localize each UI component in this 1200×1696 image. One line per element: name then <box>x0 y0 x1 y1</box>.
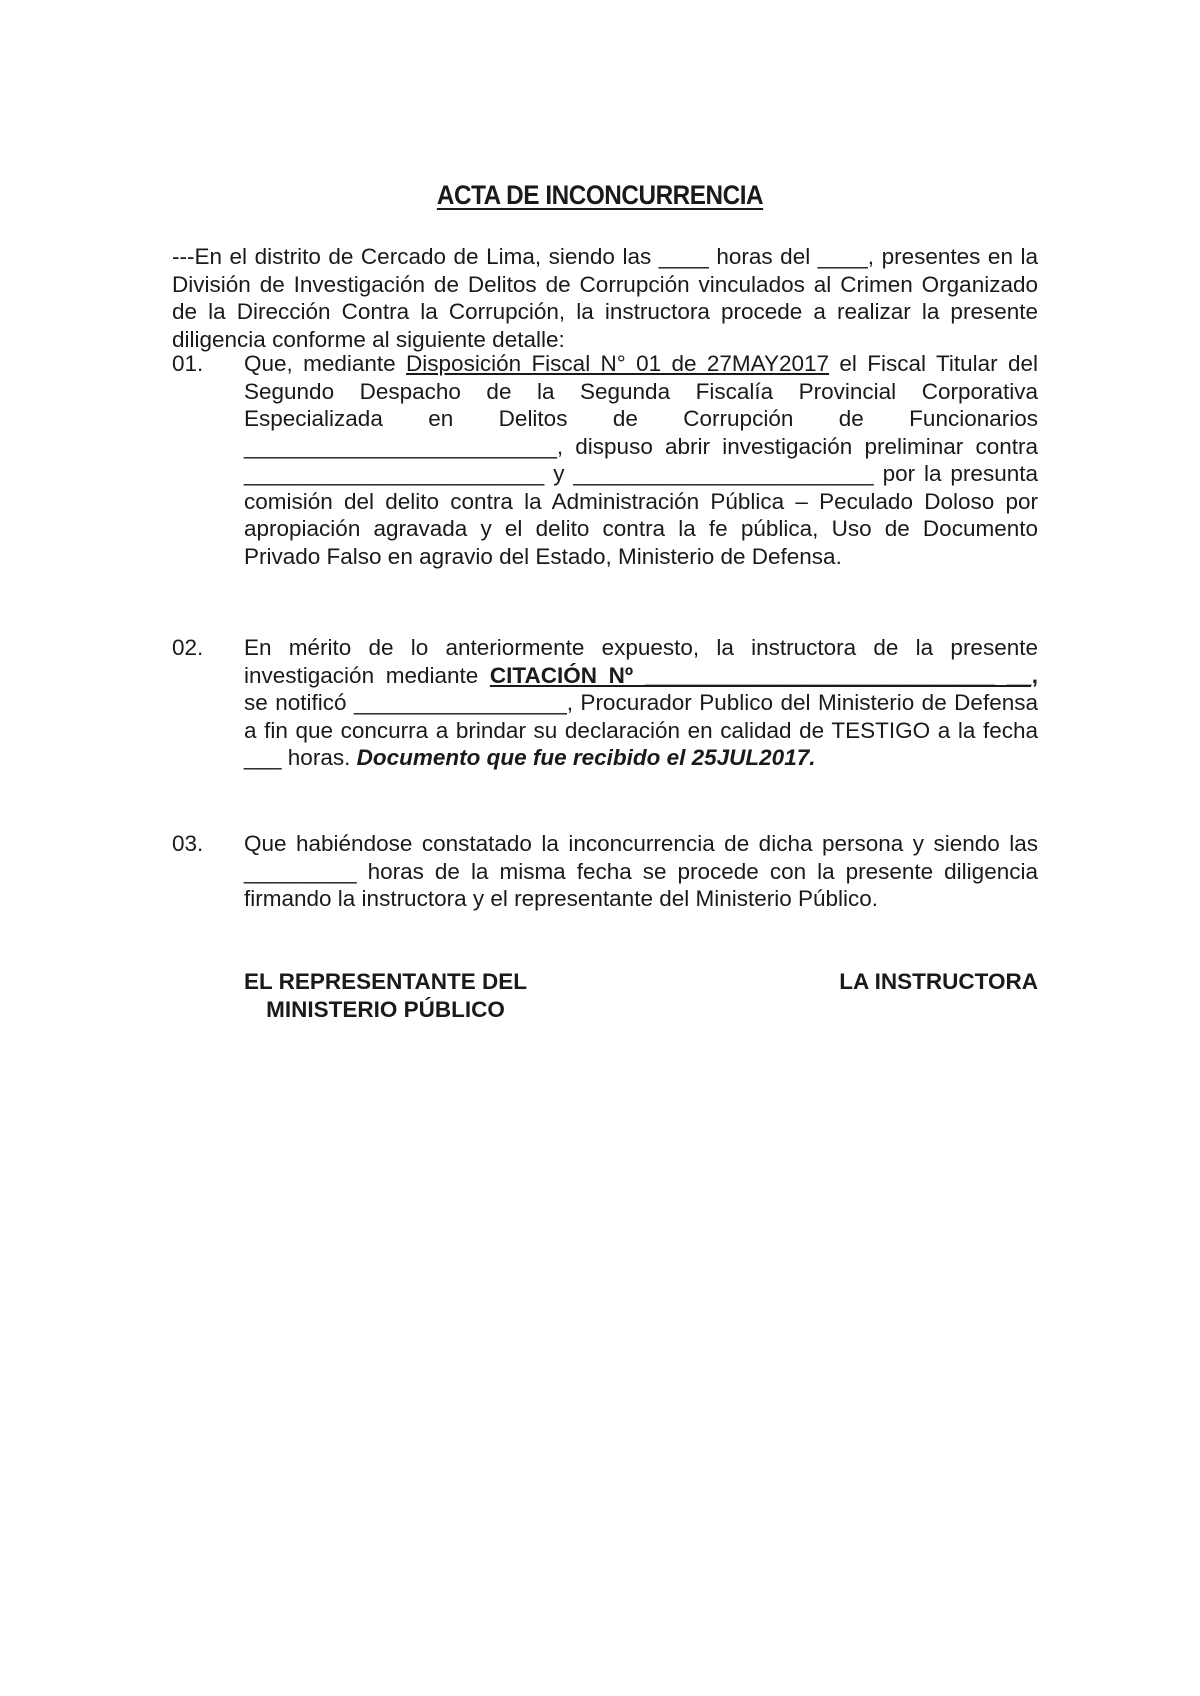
item1-text-3: , dispuso abrir investigación preliminar contra <box>556 433 1038 459</box>
intro-blank-hours: ____ <box>658 244 709 269</box>
item2-text-1: En mérito de lo anteriormente expuesto, la instructora de la presente investigación mediante <box>244 635 1038 688</box>
item1-blank-1: _________________________ <box>244 433 557 459</box>
intro-text-3: , presentes en la División de Investigación de Delitos de Corrupción vinculados al Crimen Organizado de la Dirección Contra la Corrupción, la instructora procede a realizar la presente diligencia conforme al siguiente detalle: <box>172 244 1038 352</box>
document-title <box>60 180 1140 211</box>
item-01 <box>172 350 1038 570</box>
item2-blank-2: ___ <box>244 745 282 770</box>
item-number: 01. <box>172 351 204 376</box>
signature-instructora <box>839 968 1038 996</box>
signature-left-line2: MINISTERIO PÚBLICO <box>266 997 505 1022</box>
item2-citacion: CITACIÓN Nº ____________________________ __, <box>489 662 1038 688</box>
signature-left-line1: EL REPRESENTANTE DEL <box>244 969 527 994</box>
item2-text-2: se notificó <box>244 690 354 715</box>
item3-blank-1: _________ <box>244 858 357 884</box>
item-number: 02. <box>172 635 204 660</box>
signature-ministerio-publico <box>244 968 527 1024</box>
item-03 <box>172 830 1038 913</box>
item2-text-3: , Procurador Publico del Ministerio de Defensa a fin que concurra a brindar su declaración en calidad de TESTIGO a la fecha <box>244 690 1038 743</box>
item1-blank-3: ________________________ <box>573 461 874 486</box>
item3-text-1: Que habiéndose constatado la inconcurrencia de dicha persona y siendo las <box>244 831 1038 856</box>
item1-disposicion-ref: Disposición Fiscal N° 01 de 27MAY2017 <box>406 351 830 376</box>
item1-text-2: el Fiscal Titular del Segundo Despacho de la Segunda Fiscalía Provincial Corporativa Especializada en Delitos de Corrupción de Funcionarios <box>244 351 1039 431</box>
item-body <box>244 634 1038 772</box>
intro-text-2: horas del <box>708 244 818 269</box>
item-02 <box>172 634 1038 772</box>
item1-text-4: y <box>544 461 574 486</box>
item3-text-2: horas de la misma fecha se procede con la presente diligencia firmando la instructora y el representante del Ministerio Público. <box>244 858 1038 911</box>
item-body <box>244 830 1038 913</box>
document-title-text: ACTA DE INCONCURRENCIA <box>436 180 764 210</box>
item2-text-4: horas. <box>281 745 357 770</box>
item1-text-1: Que, mediante <box>244 351 407 376</box>
item1-text-5: por la presunta comisión del delito contra la Administración Pública – Peculado Doloso por apropiación agravada y el delito contra la fe pública, Uso de Documento Privado Falso en agravio del Estado, Ministerio de Defensa. <box>244 461 1038 569</box>
intro-blank-date: ____ <box>817 244 868 269</box>
signature-right-label: LA INSTRUCTORA <box>839 969 1038 994</box>
item2-received-note: Documento que fue recibido el 25JUL2017. <box>356 745 816 770</box>
intro-paragraph <box>172 243 1038 353</box>
item1-blank-2: ________________________ <box>244 461 545 486</box>
item-body <box>244 350 1038 570</box>
item2-blank-1: _________________ <box>353 690 567 715</box>
intro-text-1: ---En el distrito de Cercado de Lima, siendo las <box>172 244 659 269</box>
item-number: 03. <box>172 831 204 856</box>
